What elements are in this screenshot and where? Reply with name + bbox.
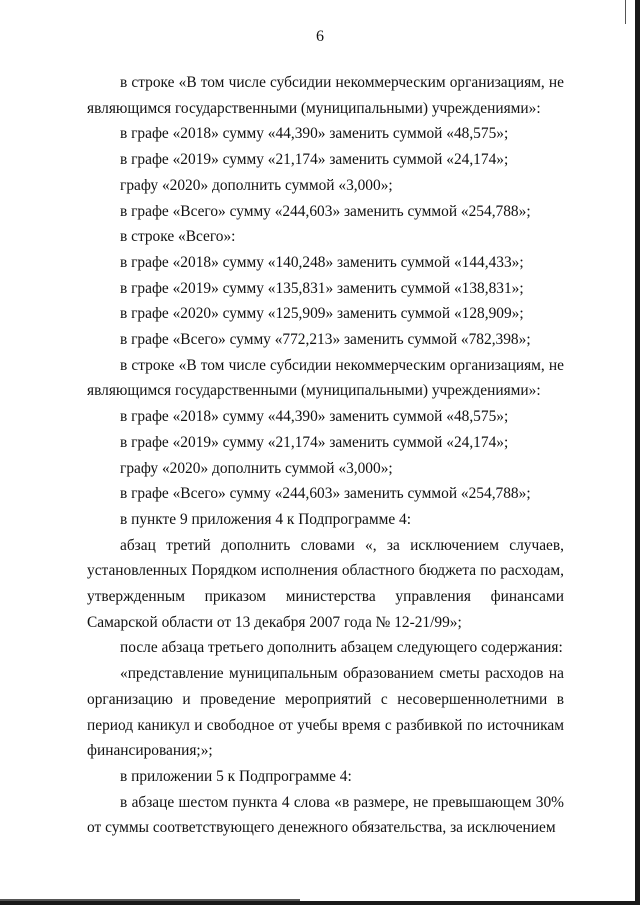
- paragraph: в графе «2020» сумму «125,909» заменить суммой «128,909»;: [120, 305, 524, 323]
- page-number: 6: [316, 28, 324, 45]
- scan-edge-bottom: [0, 901, 640, 905]
- paragraph: графу «2020» дополнить суммой «3,000»;: [120, 176, 393, 194]
- paragraph: в графе «2018» сумму «44,390» заменить суммой «48,575»;: [120, 125, 509, 143]
- paragraph: в строке «В том числе субсидии некоммерческим организациям, не являющимся государственными (муниципальными) учреждениями»:: [87, 356, 564, 400]
- paragraph: в графе «Всего» сумму «244,603» заменить суммой «254,788»;: [120, 485, 531, 503]
- paragraph: графу «2020» дополнить суммой «3,000»;: [120, 459, 393, 477]
- paragraph: в приложении 5 к Подпрограмме 4:: [120, 767, 352, 785]
- paragraph: в графе «2018» сумму «140,248» заменить суммой «144,433»;: [120, 253, 524, 271]
- paragraph: в графе «2018» сумму «44,390» заменить суммой «48,575»;: [120, 408, 509, 426]
- paragraph: в пункте 9 приложения 4 к Подпрограмме 4:: [120, 510, 411, 528]
- paragraph: в строке «Всего»:: [120, 228, 236, 246]
- scan-edge-right: [635, 0, 640, 905]
- paragraph: в графе «2019» сумму «135,831» заменить суммой «138,831»;: [120, 279, 524, 297]
- paragraph: в графе «2019» сумму «21,174» заменить суммой «24,174»;: [120, 433, 509, 451]
- paragraph: в абзаце шестом пункта 4 слова «в размере, не превышающем 30% от суммы соответствующего денежного обязательства, за исключением: [87, 793, 564, 837]
- paragraph: в графе «Всего» сумму «772,213» заменить суммой «782,398»;: [120, 331, 531, 349]
- paragraph: в графе «Всего» сумму «244,603» заменить суммой «254,788»;: [120, 202, 531, 220]
- paragraph: в строке «В том числе субсидии некоммерческим организациям, не являющимся государственными (муниципальными) учреждениями»:: [87, 74, 564, 117]
- document-body: [87, 70, 564, 841]
- paragraph: после абзаца третьего дополнить абзацем следующего содержания:: [120, 639, 563, 657]
- scan-edge-mark: [625, 0, 626, 24]
- paragraph: в графе «2019» сумму «21,174» заменить суммой «24,174»;: [120, 151, 509, 169]
- paragraph: «представление муниципальным образованием сметы расходов на организацию и проведение мероприятий с несовершеннолетними в период каникул и свободное от учебы время с разбивкой по источникам финансирования;»;: [87, 665, 564, 760]
- paragraph: абзац третий дополнить словами «, за исключением случаев, установленных Порядком исполнения областного бюджета по расходам, утвержденным приказом министерства управления финансами Самарской области от 13 декабря 2007 года № 12-21/99»;: [87, 536, 564, 631]
